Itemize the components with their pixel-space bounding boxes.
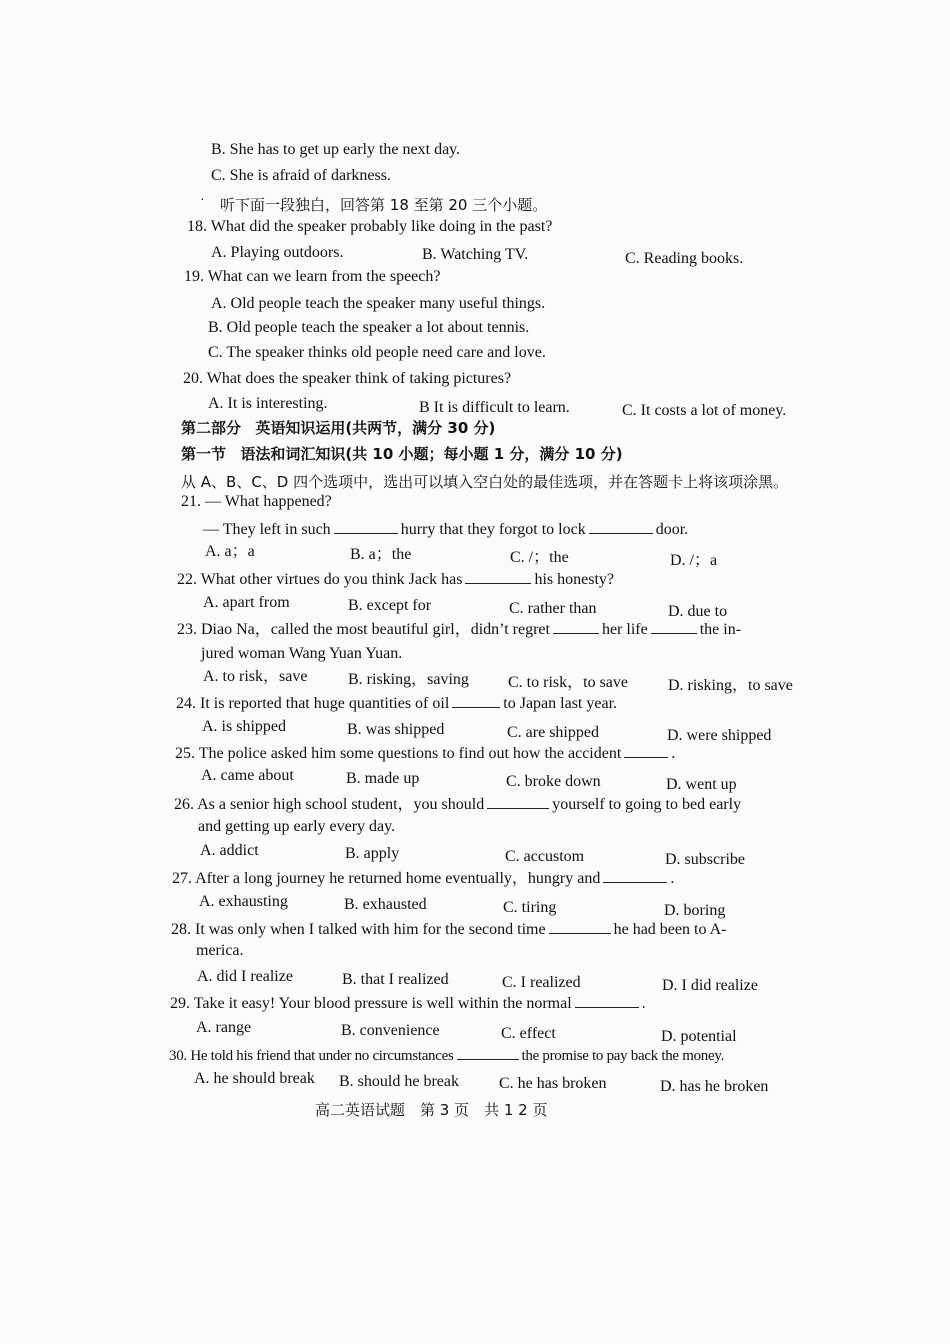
stem-part: door.: [655, 521, 689, 538]
q18-option-c: C. Reading books.: [625, 250, 744, 267]
part2-title-rest: 英语知识运用(共两节，满分 30 分): [255, 419, 496, 437]
q21-line2: [203, 518, 688, 540]
stem-part: the promise to pay back the money.: [521, 1048, 725, 1064]
question-stem: What did the speaker probably like doing in the past?: [210, 218, 553, 235]
stem-part: It was only when I talked with him for the second time: [195, 921, 546, 938]
answer-blank: [589, 518, 653, 534]
question-24: [176, 692, 617, 714]
question-number: 18.: [187, 218, 207, 235]
question-number: 21.: [181, 493, 201, 510]
q30-option-d: D. has he broken: [660, 1078, 769, 1095]
q29-option-c: C. effect: [501, 1025, 556, 1042]
dialogue-line: — What happened?: [205, 493, 332, 510]
answer-blank: [549, 918, 611, 934]
question-number: 28.: [171, 921, 191, 938]
q22-option-d: D. due to: [668, 603, 728, 620]
q24-option-c: C. are shipped: [507, 724, 599, 741]
stem-part: — They left in such: [203, 521, 331, 538]
q30-option-b: B. should he break: [339, 1073, 459, 1090]
q23-option-c: C. to risk，to save: [508, 674, 628, 691]
q24-option-b: B. was shipped: [347, 721, 445, 738]
stem-part: As a senior high school student，you should: [197, 796, 485, 813]
q28-option-c: C. I realized: [502, 974, 581, 991]
q21-option-b: B. a；the: [350, 546, 412, 563]
answer-blank: [452, 692, 500, 708]
stem-part: After a long journey he returned home eventually，hungry and: [195, 870, 601, 887]
q26-option-b: B. apply: [345, 845, 400, 862]
q23-option-d: D. risking，to save: [668, 677, 793, 694]
q25-option-b: B. made up: [346, 770, 420, 787]
page-footer: 高二英语试题 第 3 页 共 1 2 页: [315, 1101, 548, 1119]
stem-part: What other virtues do you think Jack has: [200, 571, 463, 588]
question-stem: What can we learn from the speech?: [207, 268, 441, 285]
q29-option-d: D. potential: [661, 1028, 737, 1045]
bullet-dot: ·: [200, 193, 205, 208]
answer-blank: [334, 518, 398, 534]
q19-option-b: B. Old people teach the speaker a lot about tennis.: [208, 319, 530, 336]
stem-part: He told his friend that under no circumstances: [190, 1048, 454, 1064]
question-stem: What does the speaker think of taking pictures?: [206, 370, 512, 387]
option-c: C. She is afraid of darkness.: [211, 167, 391, 184]
answer-blank: [487, 793, 549, 809]
stem-part: .: [671, 745, 676, 762]
question-number: 26.: [174, 796, 194, 813]
q30-option-c: C. he has broken: [499, 1075, 607, 1092]
answer-blank: [624, 742, 668, 758]
q21-option-d: D. /；a: [670, 552, 718, 569]
q19-option-c: C. The speaker thinks old people need care and love.: [208, 344, 546, 361]
stem-part: her life: [601, 621, 648, 638]
question-18: [187, 217, 552, 237]
stem-part: he had been to A-: [613, 921, 727, 938]
stem-part: It is reported that huge quantities of oil: [200, 695, 450, 712]
question-number: 24.: [176, 695, 196, 712]
q25-option-a: A. came about: [201, 767, 294, 784]
question-number: 29.: [170, 995, 190, 1012]
q22-option-b: B. except for: [348, 597, 432, 614]
question-28: [171, 918, 726, 940]
question-25: [175, 742, 675, 764]
question-21: [181, 492, 332, 512]
question-29: [170, 992, 646, 1014]
option-b: B. She has to get up early the next day.: [211, 141, 461, 158]
stem-part: to Japan last year.: [503, 695, 618, 712]
section1-rest: 语法和词汇知识(共 10 小题；每小题 1 分，满分 10 分): [240, 445, 623, 463]
q25-option-d: D. went up: [666, 776, 737, 793]
stem-part: the in-: [699, 621, 742, 638]
question-19: [184, 267, 440, 287]
q28-option-a: A. did I realize: [197, 968, 293, 985]
answer-blank: [651, 618, 697, 634]
part2-title: 第二部分: [181, 419, 242, 437]
question-number: 23.: [177, 621, 197, 638]
q25-option-c: C. broke down: [506, 773, 601, 790]
q27-option-c: C. tiring: [503, 899, 557, 916]
q20-option-a: A. It is interesting.: [208, 395, 328, 412]
q26-continuation: and getting up early every day.: [198, 818, 396, 835]
q20-option-b: B It is difficult to learn.: [419, 399, 570, 416]
q26-option-a: A. addict: [200, 842, 259, 859]
q28-option-d: D. I did realize: [662, 977, 758, 994]
q28-continuation: merica.: [196, 942, 244, 959]
answer-blank: [603, 867, 667, 883]
q24-option-d: D. were shipped: [667, 727, 772, 744]
question-20: [183, 369, 511, 389]
question-27: [172, 867, 674, 889]
question-30: [169, 1044, 724, 1066]
question-26: [174, 793, 741, 815]
question-number: 27.: [172, 870, 192, 887]
answer-blank: [457, 1044, 519, 1060]
stem-part: yourself to going to bed early: [552, 796, 742, 813]
q26-option-c: C. accustom: [505, 848, 585, 865]
stem-part: Diao Na，called the most beautiful girl，didn’t regret: [201, 621, 550, 638]
q24-option-a: A. is shipped: [202, 718, 286, 735]
answer-blank: [553, 618, 599, 634]
q18-option-b: B. Watching TV.: [422, 246, 529, 263]
q23-option-b: B. risking，saving: [348, 671, 469, 688]
section1-directions: 从 A、B、C、D 四个选项中，选出可以填入空白处的最佳选项，并在答题卡上将该项涂黑。: [181, 473, 789, 491]
q22-option-c: C. rather than: [509, 600, 597, 617]
q27-option-d: D. boring: [664, 902, 726, 919]
q18-option-a: A. Playing outdoors.: [211, 244, 344, 261]
part2-heading: [181, 418, 495, 438]
question-number: 25.: [175, 745, 195, 762]
q20-option-c: C. It costs a lot of money.: [622, 402, 787, 419]
q30-option-a: A. he should break: [194, 1070, 315, 1087]
question-22: [177, 568, 614, 590]
stem-part: Take it easy! Your blood pressure is well within the normal: [193, 995, 572, 1012]
section1-heading: [181, 444, 623, 464]
question-number: 20.: [183, 370, 203, 387]
q29-option-a: A. range: [196, 1019, 252, 1036]
question-number: 30.: [169, 1048, 187, 1064]
q22-option-a: A. apart from: [203, 594, 290, 611]
q27-option-b: B. exhausted: [344, 896, 427, 913]
q26-option-d: D. subscribe: [665, 851, 745, 868]
stem-part: hurry that they forgot to lock: [400, 521, 586, 538]
q21-option-a: A. a；a: [205, 543, 255, 560]
question-23: [177, 618, 741, 640]
section1-title: 第一节: [181, 445, 227, 463]
q19-option-a: A. Old people teach the speaker many useful things.: [211, 295, 546, 312]
q29-option-b: B. convenience: [341, 1022, 440, 1039]
q27-option-a: A. exhausting: [199, 893, 288, 910]
q23-continuation: jured woman Wang Yuan Yuan.: [201, 645, 403, 662]
stem-part: .: [670, 870, 675, 887]
stem-part: The police asked him some questions to find out how the accident: [198, 745, 622, 762]
listening-instruction: 听下面一段独白，回答第 18 至第 20 三个小题。: [220, 196, 548, 214]
question-number: 22.: [177, 571, 197, 588]
answer-blank: [575, 992, 639, 1008]
stem-part: .: [641, 995, 646, 1012]
q21-option-c: C. /；the: [510, 549, 569, 566]
q23-option-a: A. to risk，save: [203, 668, 308, 685]
question-number: 19.: [184, 268, 204, 285]
stem-part: his honesty?: [534, 571, 614, 588]
q28-option-b: B. that I realized: [342, 971, 449, 988]
answer-blank: [465, 568, 531, 584]
